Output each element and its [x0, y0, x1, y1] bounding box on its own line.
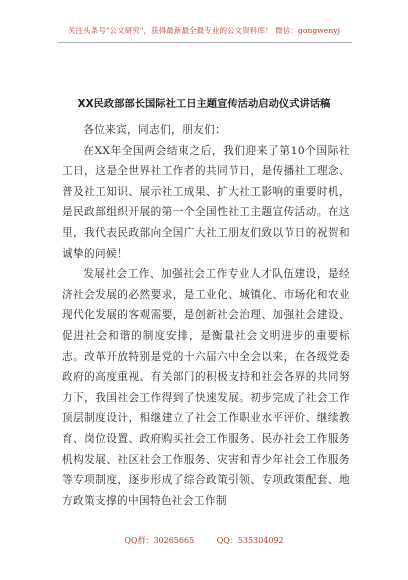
- qq-number: QQ：535304092: [216, 536, 284, 545]
- body-paragraph-1: 在XX年全国两会结束之后，我们迎来了第10个国际社工日，这是全世界社工作者的共同节日，是传播社工理念、普及社工知识、展示社工成果、扩大社工影响的重要时机，是民政部组织开展的第一个全国性社工主题宣传活动。在这里，我代表民政部向全国广大社工朋友们致以节日的祝贺和诚挚的问候！: [62, 144, 350, 260]
- header-divider: [58, 42, 352, 43]
- document-body: [62, 120, 350, 511]
- body-paragraph-2: 发展社会工作、加强社会工作专业人才队伍建设，是经济社会发展的必然要求，是工业化、城镇化、市场化和农业现代化发展的客观需要，是创新社会治理、加强社会建设、促进社会和谐的制度安排，是衡量社会文明进步的重要标志。改革开放特别是党的十六届六中全会以来，在各级党委政府的高度重视、有关部门的积极支持和社会各界的共同努力下，我国社会工作得到了快速发展。初步完成了社会工作顶层制度设计，相继建立了社会工作职业水平评价、继续教育、岗位设置、政府购买社会工作服务、民办社会工作服务机构发展、社区社会工作服务、灾害和青少年社会工作服务等专项制度，逐步形成了综合政策引领、专项政策配套、地方政策支撑的中国特色社会工作制: [62, 268, 350, 507]
- header-promo-note: 关注头条号"公文研究"，获得最新最全最专业的公文资料库！ 微信：gongwenyj: [67, 26, 341, 35]
- document-title: XX民政部部长国际社工日主题宣传活动启动仪式讲话稿: [77, 98, 331, 110]
- qq-group-number: QQ群：30265665: [124, 536, 195, 545]
- footer-contact: [0, 535, 408, 546]
- salutation: 各位来宾，同志们，朋友们：: [83, 124, 227, 136]
